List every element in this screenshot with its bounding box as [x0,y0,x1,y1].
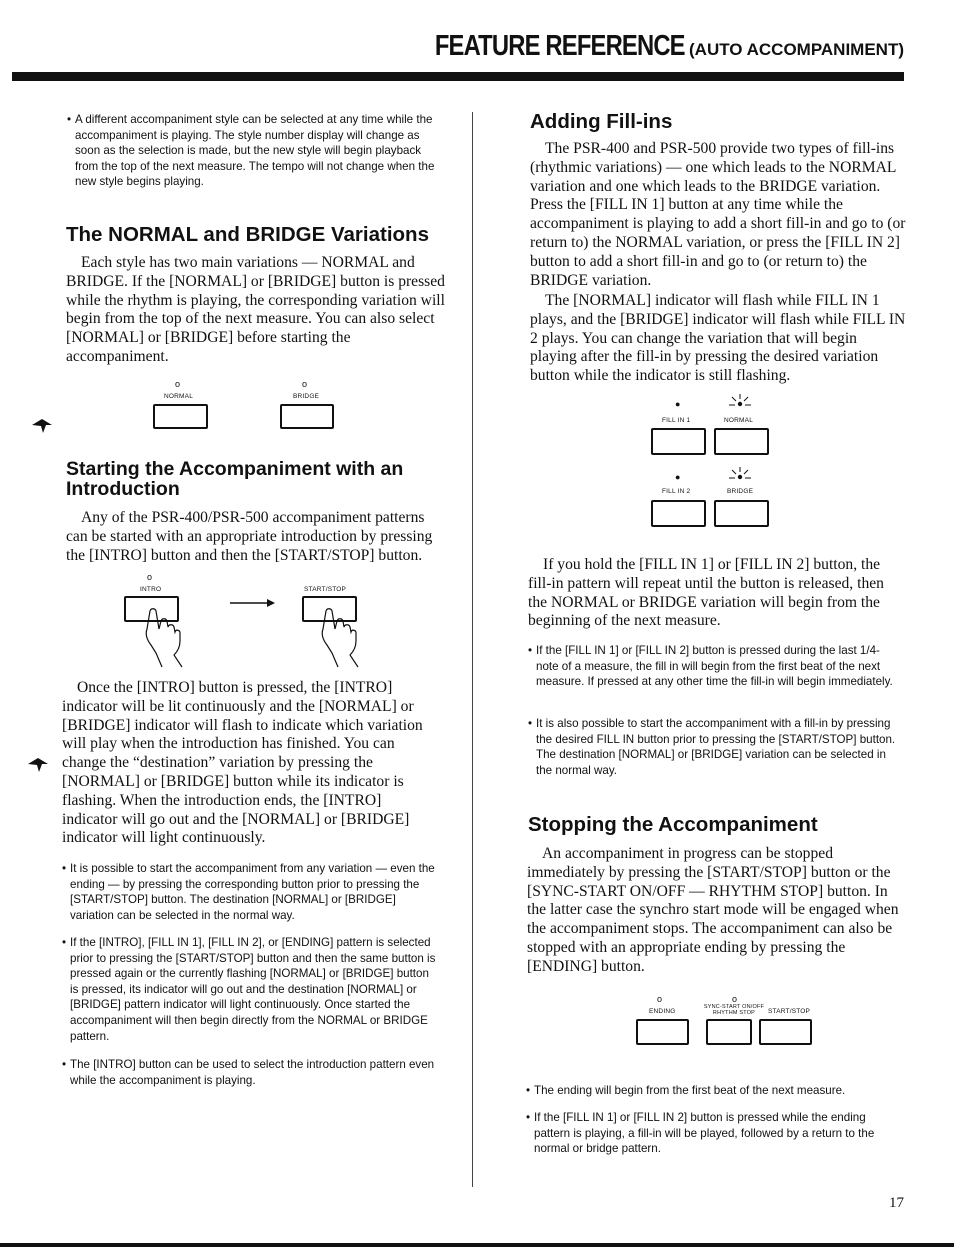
fill1-indicator: ● [675,399,681,409]
normal-indicator: o [175,379,181,389]
heading-fill-ins: Adding Fill-ins [530,110,673,133]
ending-label: ENDING [649,1008,676,1015]
fill2-indicator: ● [675,472,681,482]
fill-in-2-button[interactable] [651,500,706,527]
header-title-main: FEATURE REFERENCE [434,30,685,62]
bridge-label: BRIDGE [293,393,320,400]
para-fill-2: The [NORMAL] indicator will flash while FILL IN 1 plays, and the [BRIDGE] indicator will flash while FILL IN 2 plays. You can change the variation that will begin playing after the fill-in by pressing the desired variation button while the indicator is still flashing. [530,292,906,385]
bridge-label-r: BRIDGE [727,488,754,495]
para-stop: An accompaniment in progress can be stopped immediately by pressing the [START/STOP] button or the [SYNC-START ON/OFF — RHYTHM STOP] button. In the latter case the synchro start mode will be engaged when the accompaniment stops. The accompaniment can also be stopped with an appropriate ending by pressing the [ENDING] button. [527,845,899,975]
para-fill-3: If you hold the [FILL IN 1] or [FILL IN 2] button, the fill-in pattern will repeat until the button is released, then the NORMAL or BRIDGE variation will begin from the beginning of the next measure. [528,556,884,630]
heading-normal-bridge: The NORMAL and BRIDGE Variations [66,223,429,246]
flashing-indicator-icon-2 [727,466,753,484]
para-intro-1: Any of the PSR-400/PSR-500 accompaniment patterns can be started with an appropriate introduction by pressing the [INTRO] button and then the [START/STOP] button. [66,509,433,564]
flashing-indicator-icon [727,393,753,411]
page-header-title [380,30,904,63]
pointing-hand-icon [142,607,190,669]
para-fill-1: The PSR-400 and PSR-500 provide two types of fill-ins (rhythmic variations) — one which leads to the NORMAL variation and one which leads to the BRIDGE variation. Press the [FILL IN 1] button at any time while the accompaniment is playing to add a short fill-in and go to (or return to) the NORMAL variation, or press the [FILL IN 2] button to add a short fill-in and go to (or return to) the BRIDGE variation. [530,140,906,289]
footer-rule [0,1243,954,1247]
para-intro-2: Once the [INTRO] button is pressed, the [INTRO] indicator will be lit continuously and the [NORMAL] or [BRIDGE] indicator will flash to indicate which variation will play when the introduction has finished. You can change the “destination” variation by pressing the [NORMAL] or [BRIDGE] button while its indicator is flashing. When the introduction ends, the [INTRO] indicator will go out and the [NORMAL] or [BRIDGE] indicator will light continuously. [62,679,423,847]
normal-label: NORMAL [164,393,194,400]
fill1-label: FILL IN 1 [662,417,691,424]
bullet-start-with-fill: • It is also possible to start the accompaniment with a fill-in by pressing the desired FILL IN button prior to pressing the [START/STOP] button. The destination [NORMAL] or [BRIDGE] variation can be selected in the normal way. [528,717,896,777]
bullet-ending-first-beat: • The ending will begin from the first beat of the next measure. [526,1084,846,1097]
bridge-button[interactable] [280,404,334,429]
normal-button[interactable] [153,404,208,429]
bullet-intro-select: • The [INTRO] button can be used to select the introduction pattern even while the accompaniment is playing. [62,1058,435,1087]
column-divider [472,112,473,1187]
fill2-label: FILL IN 2 [662,488,691,495]
sync-indicator: o [732,994,738,1004]
note-style-change: • A different accompaniment style can be selected at any time while the accompaniment is playing. The style number display will change as soon as the selection is made, but the new style will begin playback from the top of the next measure. The tempo will not change when the new style begins playing. [67,113,435,189]
bullet-fill-last-quarter: • If the [FILL IN 1] or [FILL IN 2] button is pressed during the last 1/4-note of a measure, the fill in will begin from the first beat of the next measure. If pressed at any other time the fill-in will begin immediately. [528,644,893,689]
bullet-fill-during-ending: • If the [FILL IN 1] or [FILL IN 2] button is pressed while the ending pattern is playing, a fill-in will be played, followed by a return to the normal or bridge pattern. [526,1111,875,1156]
start-stop-button-r[interactable] [759,1019,812,1045]
para-normal-bridge: Each style has two main variations — NORMAL and BRIDGE. If the [NORMAL] or [BRIDGE] button is pressed while the rhythm is playing, the corresponding variation will begin from the top of the next measure. You can also select [NORMAL] or [BRIDGE] before starting the accompaniment. [66,254,445,365]
normal-button-r[interactable] [714,428,769,455]
start-stop-label: START/STOP [304,586,347,593]
ending-button[interactable] [636,1019,689,1045]
ending-indicator: o [657,994,663,1004]
arrow-right-icon [230,599,275,607]
margin-arrow-icon-2 [26,755,50,775]
heading-intro: Starting the Accompaniment with an Introduction [66,458,404,500]
page-number: 17 [889,1195,904,1211]
intro-label: INTRO [140,586,162,593]
intro-indicator: o [147,572,153,582]
heading-stopping: Stopping the Accompaniment [528,813,818,836]
bridge-button-r[interactable] [714,500,769,527]
bullet-start-any-variation: • It is possible to start the accompaniment from any variation — even the ending — by pressing the corresponding button prior to pressing the [START/STOP] button. The destination [NORMAL] or [BRIDGE] variation can be selected in the normal way. [62,862,435,922]
header-title-sub: (AUTO ACCOMPANIMENT) [689,40,904,59]
start-stop-label-r: START/STOP [768,1008,811,1015]
bullet-intro-fill-ending: • If the [INTRO], [FILL IN 1], [FILL IN 2], or [ENDING] pattern is selected prior to pressing the [START/STOP] button and then the same button is pressed again or the currently flashing [NORMAL] or [BRIDGE] button is pressed, its indicator will go out and the destination [NORMAL] or [BRIDGE] pattern indicator will light continuously. Once started the accompaniment will then begin directly from the NORMAL or BRIDGE pattern. [62,936,436,1043]
bridge-indicator: o [302,379,308,389]
pointing-hand-icon-2 [318,607,366,669]
sync-start-button[interactable] [706,1019,752,1045]
header-rule [12,72,904,81]
normal-label-r: NORMAL [724,417,754,424]
margin-arrow-icon [30,416,54,436]
fill-in-1-button[interactable] [651,428,706,455]
sync-start-label: SYNC-START ON/OFF RHYTHM STOP [703,1004,765,1016]
